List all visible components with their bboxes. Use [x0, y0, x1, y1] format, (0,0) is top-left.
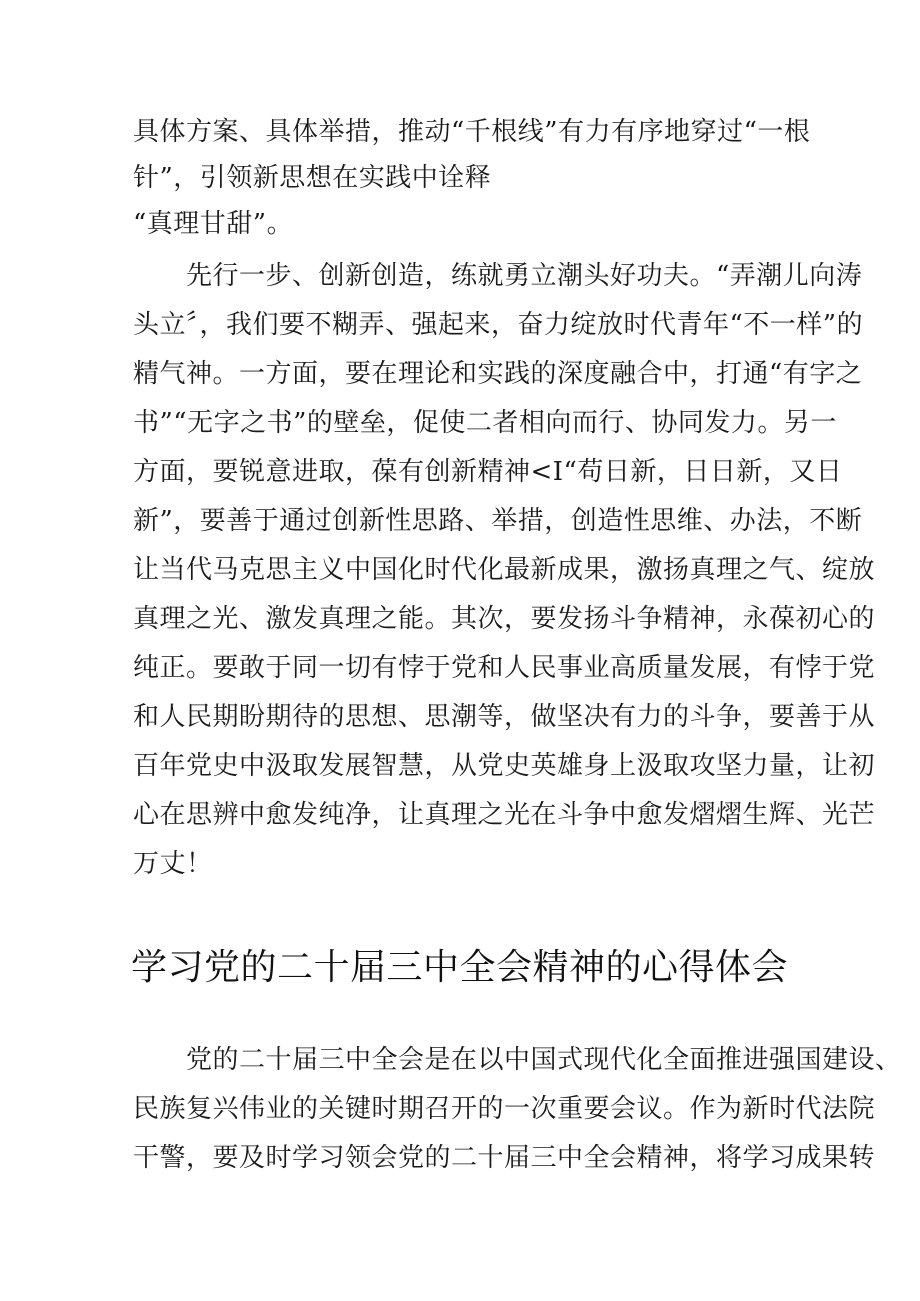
text-line: 新”，要善于通过创新性思路、举措，创造性思维、办法，不断	[133, 506, 863, 536]
text-line: 方面，要锐意进取，葆有创新精神<I“苟日新，日日新，又日	[133, 457, 843, 487]
text-line: 干警，要及时学习领会党的二十届三中全会精神，将学习成果转	[133, 1143, 876, 1173]
text-line: 心在思辨中愈发纯净，让真理之光在斗争中愈发熠熠生辉、光芒	[133, 800, 876, 830]
text-line: 纯正。要敢于同一切有悖于党和人民事业高质量发展，有悖于党	[133, 653, 876, 683]
text-line: “真理甘甜”。	[133, 209, 294, 239]
text-line: 党的二十届三中全会是在以中国式现代化全面推进强国建设、	[133, 1045, 902, 1075]
text-line: 真理之光、激发真理之能。其次，要发扬斗争精神，永葆初心的	[133, 604, 876, 634]
text-line: 让当代马克思主义中国化时代化最新成果，激扬真理之气、绽放	[133, 555, 876, 585]
text-line: 先行一步、创新创造，练就勇立潮头好功夫。“弄潮儿向涛	[133, 261, 863, 291]
text-line: 和人民期盼期待的思想、思潮等，做坚决有力的斗争，要善于从	[133, 702, 876, 732]
text-line: 头立〞，我们要不糊弄、强起来，奋力绽放时代青年“不一样”的	[133, 310, 864, 340]
text-line: 针”，引领新思想在实践中诠释	[133, 163, 492, 193]
text-line: 万丈！	[133, 849, 213, 879]
text-line: 民族复兴伟业的关键时期召开的一次重要会议。作为新时代法院	[133, 1094, 876, 1124]
text-line: 具体方案、具体举措，推动“千根线”有力有序地穿过“一根	[133, 117, 811, 147]
section-title: 学习党的二十届三中全会精神的心得体会	[131, 947, 789, 988]
text-line: 精气神。一方面，要在理论和实践的深度融合中，打通“有字之	[133, 359, 863, 389]
text-line: 百年党史中汲取发展智慧，从党史英雄身上汲取攻坚力量，让初	[133, 751, 876, 781]
text-line: 书”“无字之书”的壁垒，促使二者相向而行、协同发力。另一	[133, 408, 837, 438]
